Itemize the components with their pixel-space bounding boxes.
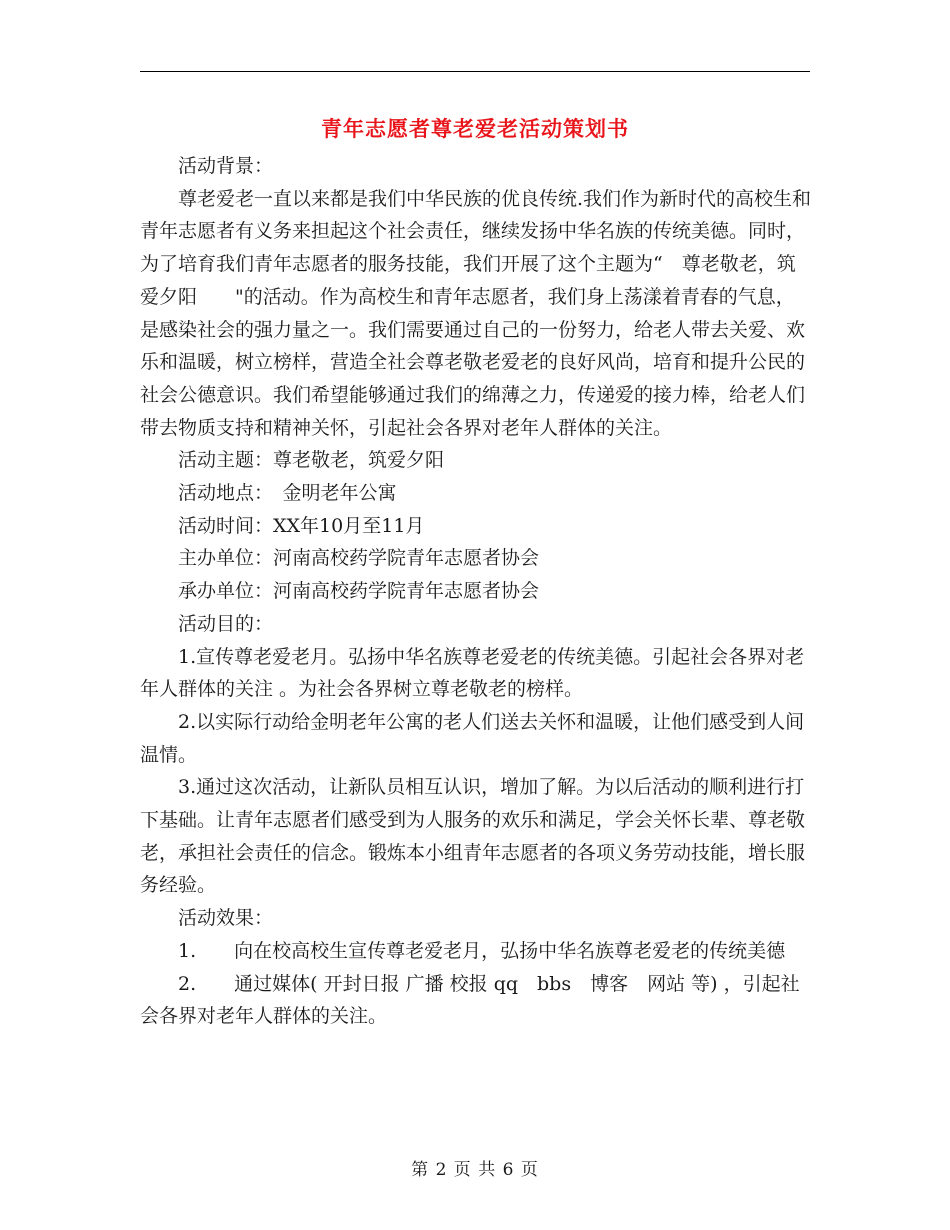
paragraph-effect-2: 2. 通过媒体( 开封日报 广播 校报 qq bbs 博客 网站 等) ，引起社会各界对老年人群体的关注。	[140, 972, 800, 1028]
document-title: 青年志愿者尊老爱老活动策划书	[321, 116, 629, 141]
paragraph-purpose-3: 3.通过这次活动，让新队员相互认识，增加了解。为以后活动的顺利进行打下基础。让青年志愿者们感受到为人服务的欢乐和满足，学会关怀长辈、尊老敬老，承担社会责任的信念。锻炼本小组青年志愿者的各项义务劳动技能，增长服务经验。	[140, 776, 806, 897]
paragraph-location: 活动地点： 金明老年公寓	[178, 482, 397, 505]
document-body	[140, 150, 812, 1033]
page-number-footer: 第 2 页 共 6 页	[411, 1160, 539, 1180]
paragraph-background-text: 尊老爱老一直以来都是我们中华民族的优良传统.我们作为新时代的高校生和青年志愿者有义务来担起这个社会责任，继续发扬中华名族的传统美德。同时，为了培育我们青年志愿者的服务技能，我们开展了这个主题为“ 尊老敬老，筑爱夕阳 "的活动。作为高校生和青年志愿者，我们身上荡漾着青春的气息，是感染社会的强力量之一。我们需要通过自己的一份努力，给老人带去关爱、欢乐和温暖，树立榜样，营造全社会尊老敬老爱老的良好风尚，培育和提升公民的社会公德意识。我们希望能够通过我们的绵薄之力，传递爱的接力棒，给老人们带去物质支持和精神关怀，引起社会各界对老年人群体的关注。	[140, 187, 812, 439]
paragraph-theme: 活动主题：尊老敬老，筑爱夕阳	[178, 449, 445, 472]
paragraph-effect-heading: 活动效果：	[178, 907, 274, 930]
paragraph-organizer: 主办单位：河南高校药学院青年志愿者协会	[178, 547, 540, 570]
paragraph-time: 活动时间：XX年10月至11月	[178, 514, 425, 537]
paragraph-purpose-heading: 活动目的：	[178, 612, 274, 635]
paragraph-background-heading: 活动背景：	[178, 155, 274, 177]
paragraph-effect-1: 1. 向在校高校生宣传尊老爱老月，弘扬中华名族尊老爱老的传统美德	[178, 939, 786, 962]
header-rule	[140, 71, 810, 72]
paragraph-purpose-2: 2.以实际行动给金明老年公寓的老人们送去关怀和温暖，让他们感受到人间温情。	[140, 710, 805, 766]
paragraph-purpose-1: 1.宣传尊老爱老月。弘扬中华名族尊老爱老的传统美德。引起社会各界对老年人群体的关注 。为社会各界树立尊老敬老的榜样。	[140, 645, 805, 701]
paragraph-co-organizer: 承办单位：河南高校药学院青年志愿者协会	[178, 580, 540, 603]
